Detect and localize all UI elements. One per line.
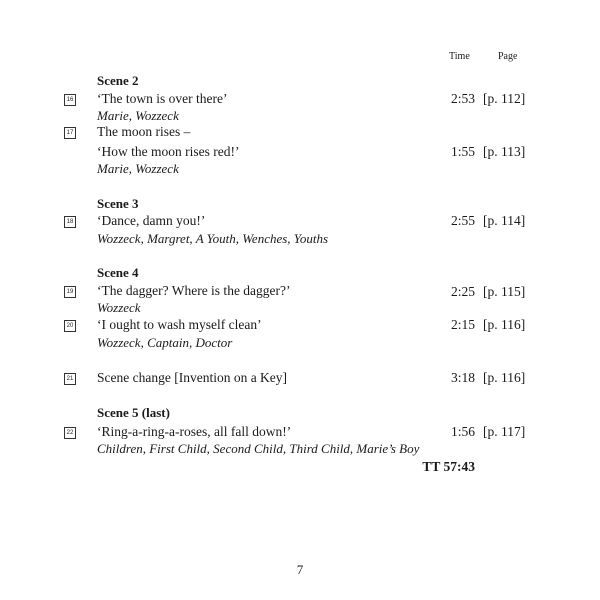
track-page-ref: [p. 112] [483,91,526,106]
time-column-header: Time [449,51,470,62]
scene-heading: Scene 3 [97,196,139,211]
track-page-ref: [p. 113] [483,144,526,159]
track-time: 1:56 [450,424,475,439]
total-time: TT 57:43 [422,459,475,474]
track-number-box: 18 [64,216,76,228]
track-title: ‘Ring-a-ring-a-roses, all fall down!’ [97,424,292,439]
track-title: ‘How the moon rises red!’ [97,144,240,159]
track-performers: Wozzeck, Margret, A Youth, Wenches, Youths [97,231,329,246]
track-page-ref: [p. 114] [483,213,526,228]
track-page-ref: [p. 116] [483,317,526,332]
track-number-box: 19 [64,286,76,298]
scene-heading: Scene 5 (last) [97,405,170,420]
track-performers: Children, First Child, Second Child, Third Child, Marie’s Boy [97,441,420,456]
track-time: 2:55 [450,213,475,228]
track-time: 2:53 [450,91,475,106]
track-number-box: 21 [64,373,76,385]
track-time: 2:25 [450,284,475,299]
page-number: 7 [296,562,304,577]
track-title: The moon rises – [97,124,191,139]
track-title: ‘The town is over there’ [97,91,228,106]
track-performers: Wozzeck, Captain, Doctor [97,335,233,350]
scene-heading: Scene 2 [97,73,139,88]
track-performers: Marie, Wozzeck [97,161,179,176]
track-number-box: 16 [64,94,76,106]
track-page-ref: [p. 117] [483,424,526,439]
track-time: 3:18 [450,370,475,385]
page-column-header: Page [498,51,518,62]
track-page-ref: [p. 115] [483,284,526,299]
track-title: ‘I ought to wash myself clean’ [97,317,262,332]
track-number-box: 22 [64,427,76,439]
track-number-box: 17 [64,127,76,139]
scene-heading: Scene 4 [97,265,139,280]
track-time: 2:15 [450,317,475,332]
track-page-ref: [p. 116] [483,370,526,385]
track-title: Scene change [Invention on a Key] [97,370,288,385]
track-performers: Marie, Wozzeck [97,108,179,123]
track-number-box: 20 [64,320,76,332]
track-title: ‘Dance, damn you!’ [97,213,206,228]
track-title: ‘The dagger? Where is the dagger?’ [97,283,291,298]
track-time: 1:55 [450,144,475,159]
track-performers: Wozzeck [97,300,141,315]
